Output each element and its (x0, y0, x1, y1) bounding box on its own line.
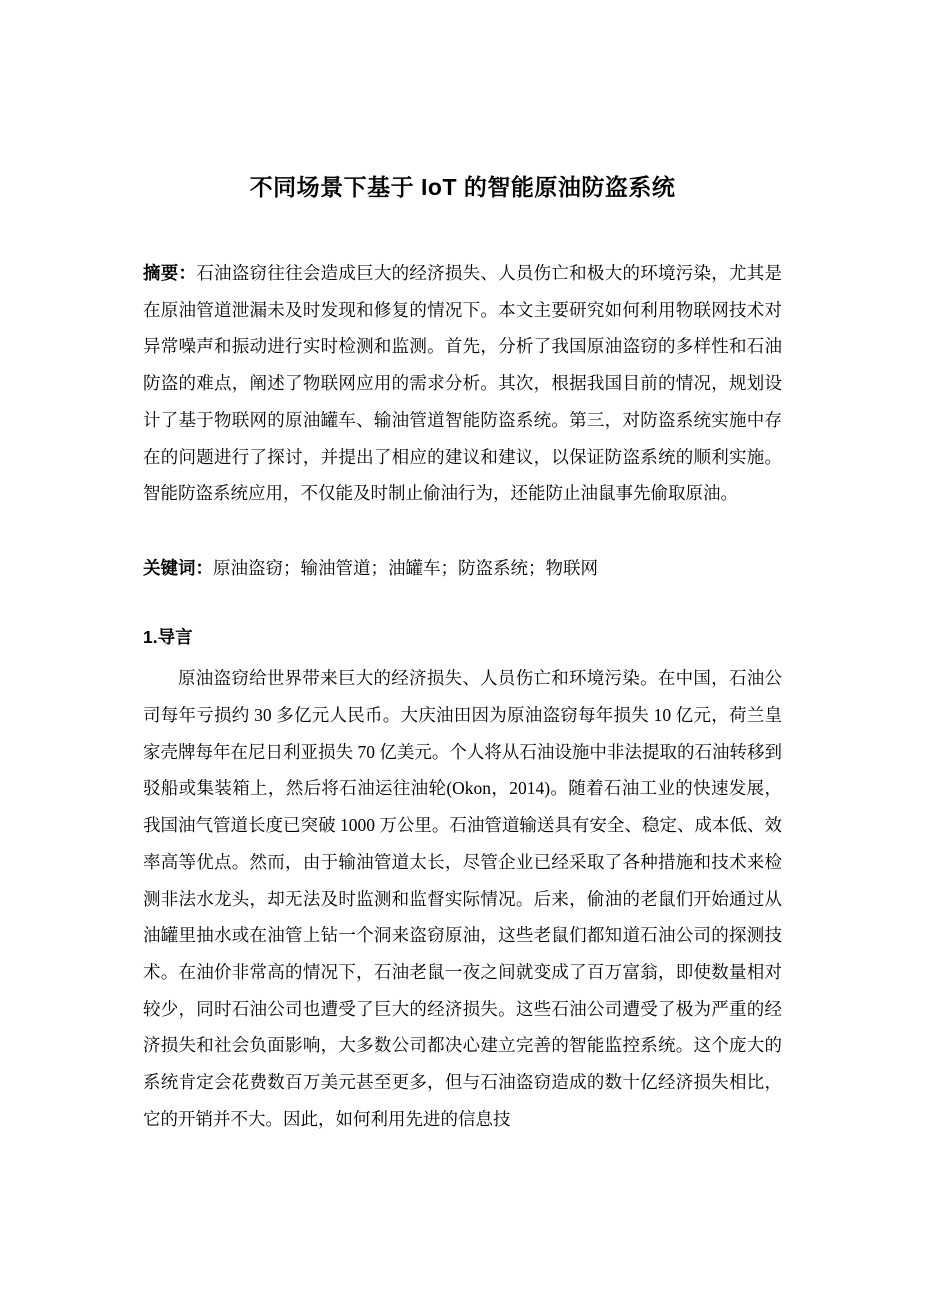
document-content (143, 0, 782, 1137)
abstract-text: 石油盗窃往往会造成巨大的经济损失、人员伤亡和极大的环境污染，尤其是在原油管道泄漏未及时发现和修复的情况下。本文主要研究如何利用物联网技术对异常噪声和振动进行实时检测和监测。首先，分析了我国原油盗窃的多样性和石油防盗的难点，阐述了物联网应用的需求分析。其次，根据我国目前的情况，规划设计了基于物联网的原油罐车、输油管道智能防盗系统。第三，对防盗系统实施中存在的问题进行了探讨，并提出了相应的建议和建议，以保证防盗系统的顺利实施。智能防盗系统应用，不仅能及时制止偷油行为，还能防止油鼠事先偷取原油。 (143, 263, 783, 504)
keywords-text: 原油盗窃；输油管道；油罐车；防盗系统；物联网 (213, 557, 598, 578)
keywords-paragraph (143, 550, 782, 587)
keywords-label: 关键词： (143, 557, 213, 578)
paper-title: 不同场景下基于 IoT 的智能原油防盗系统 (249, 174, 676, 200)
section-1-paragraph: 原油盗窃给世界带来巨大的经济损失、人员伤亡和环境污染。在中国，石油公司每年亏损约 30 多亿元人民币。大庆油田因为原油盗窃每年损失 10 亿元，荷兰皇家壳牌每年在尼日利亚损失 70 亿美元。个人将从石油设施中非法提取的石油转移到驳船或集装箱上，然后将石油运往油轮(Okon，2014)。随着石油工业的快速发展，我国油气管道长度已突破 1000 万公里。石油管道输送具有安全、稳定、成本低、效率高等优点。然而，由于输油管道太长，尽管企业已经采取了各种措施和技术来检测非法水龙头，却无法及时监测和监督实际情况。后来，偷油的老鼠们开始通过从油罐里抽水或在油管上钻一个洞来盗窃原油，这些老鼠们都知道石油公司的探测技术。在油价非常高的情况下，石油老鼠一夜之间就变成了百万富翁，即使数量相对较少，同时石油公司也遭受了巨大的经济损失。这些石油公司遭受了极为严重的经济损失和社会负面影响，大多数公司都决心建立完善的智能监控系统。这个庞大的系统肯定会花费数百万美元甚至更多，但与石油盗窃造成的数十亿经济损失相比，它的开销并不大。因此，如何利用先进的信息技 (143, 668, 782, 1129)
section-1-heading: 1.导言 (143, 626, 193, 647)
abstract-label: 摘要： (143, 263, 197, 283)
abstract-paragraph (143, 255, 782, 512)
